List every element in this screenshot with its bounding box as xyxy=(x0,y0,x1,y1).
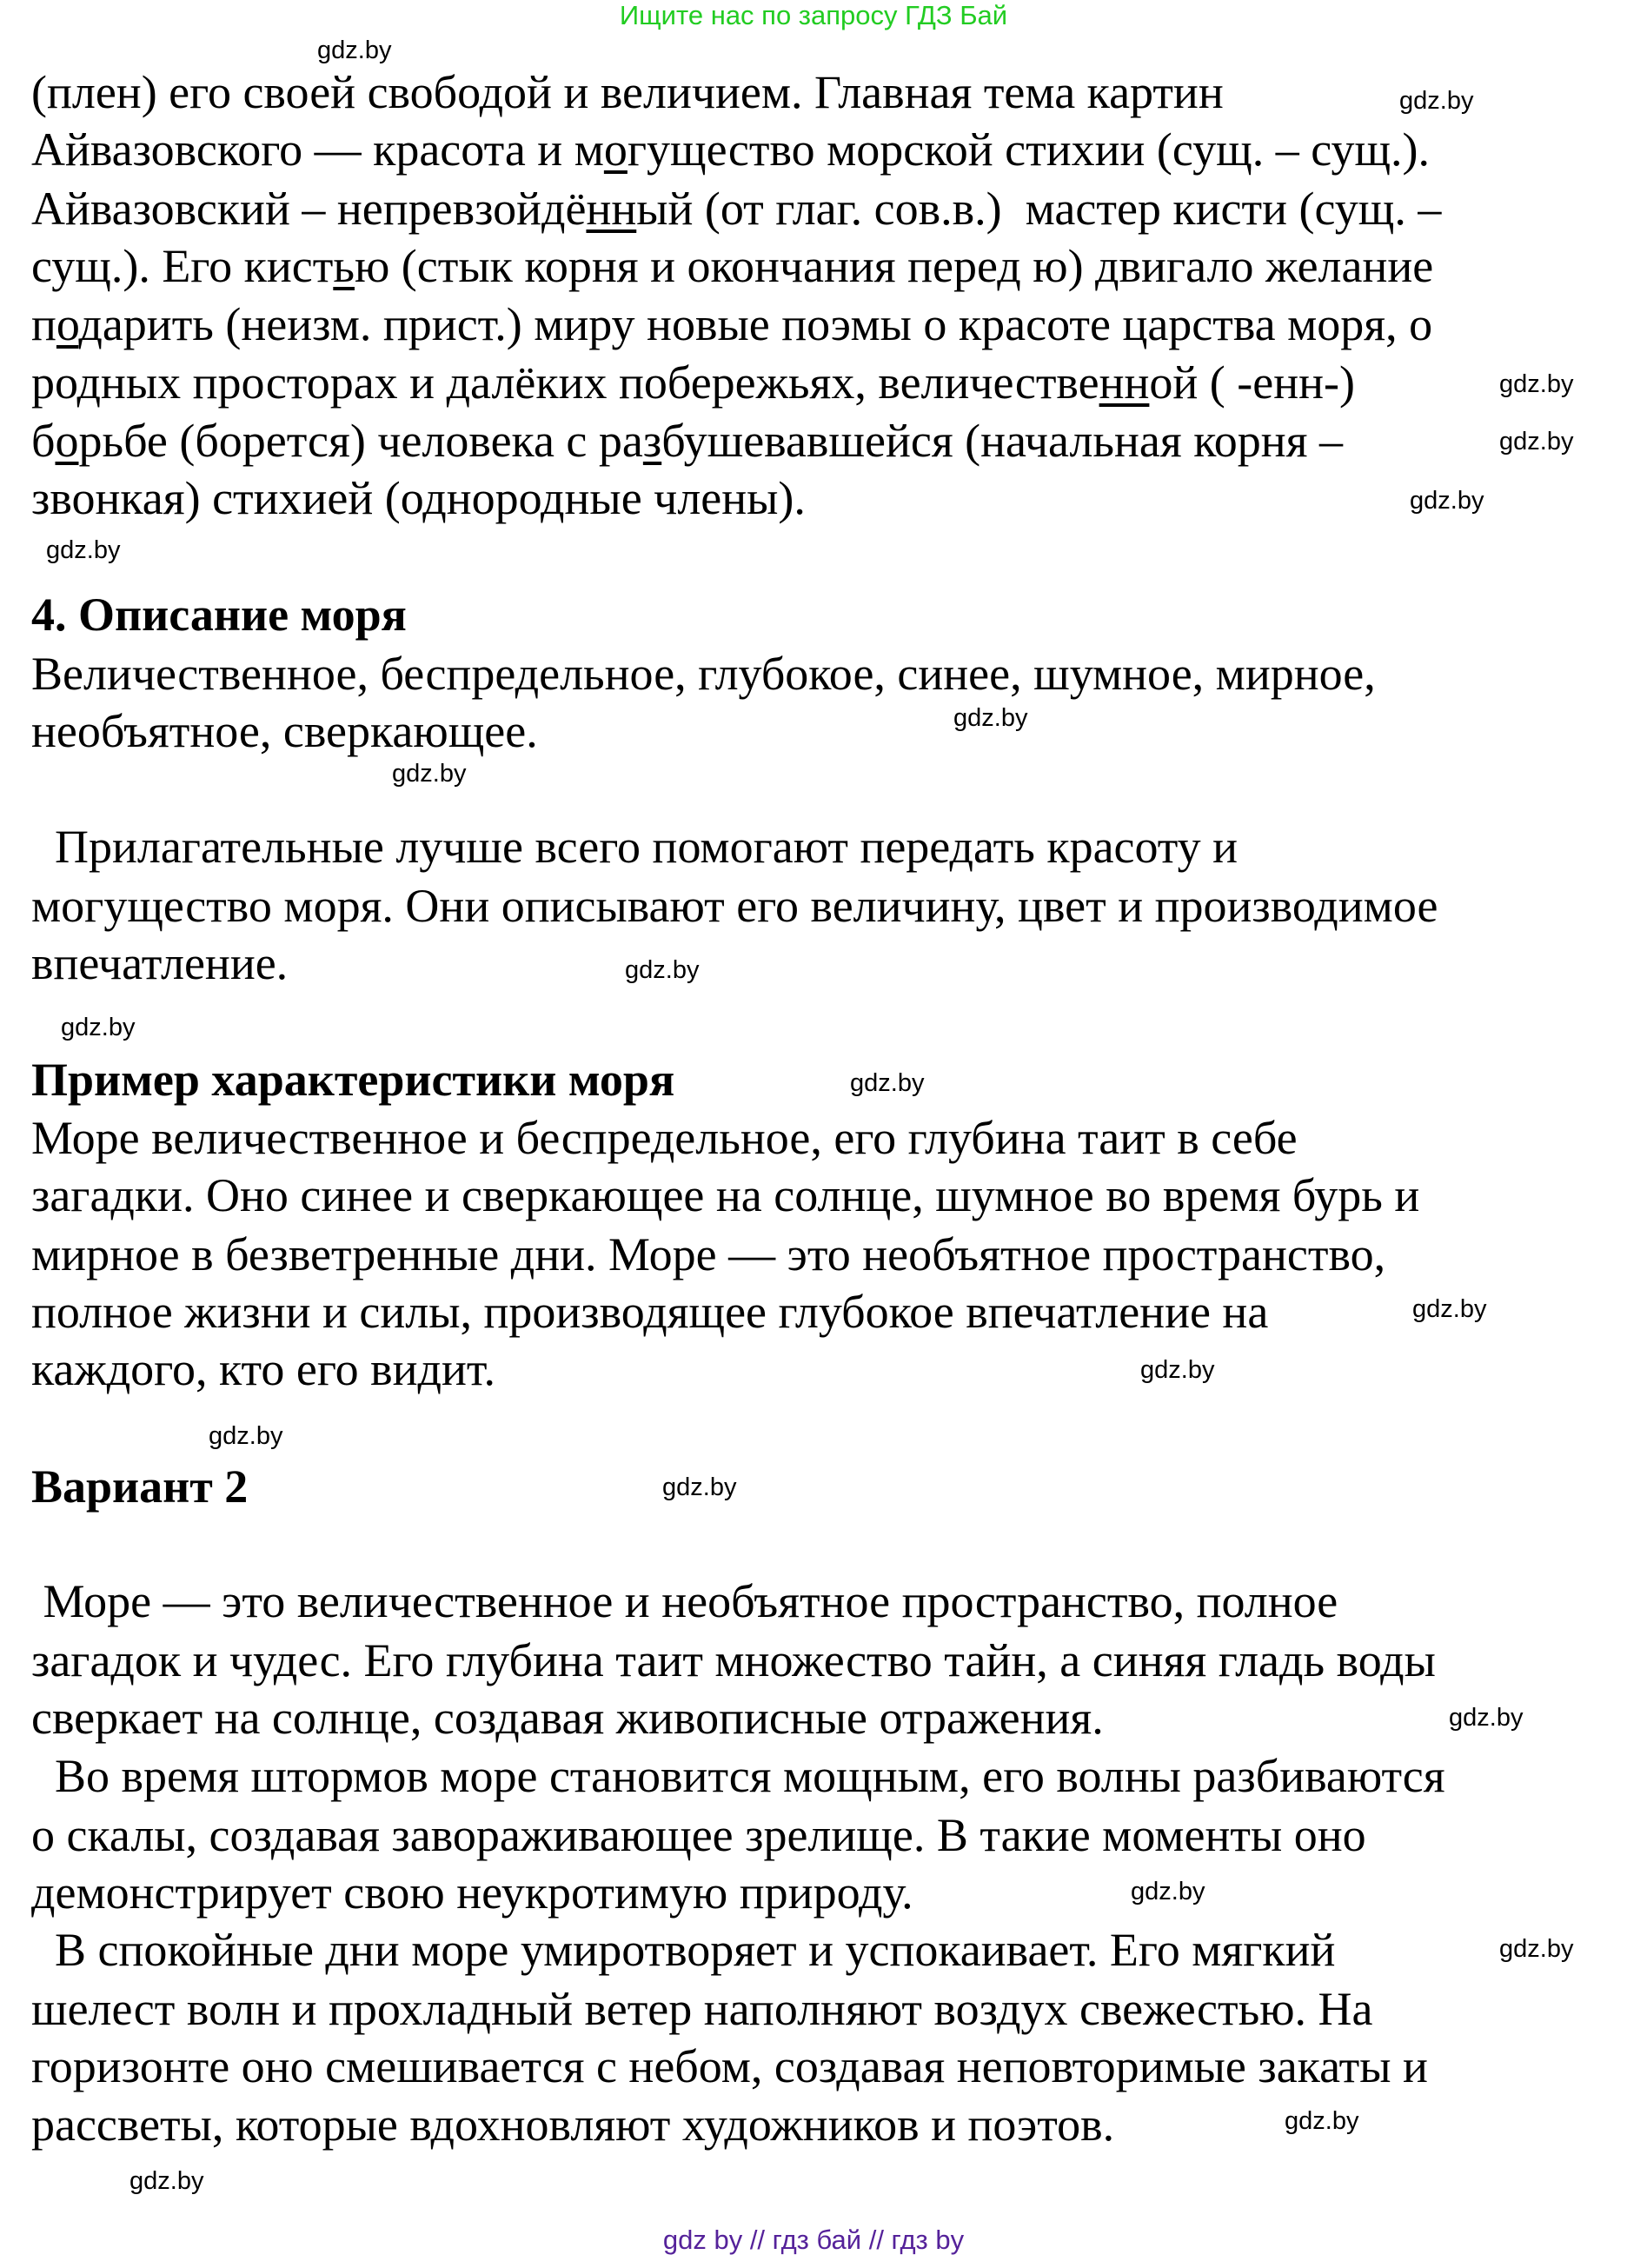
watermark: gdz.by xyxy=(317,37,392,64)
text-segment: ый (от глаг. сов.в.) мастер кисти (сущ. – xyxy=(636,183,1442,235)
text-segment: звонкая) стихией (однородные члены). xyxy=(31,472,806,524)
watermark: gdz.by xyxy=(1449,1704,1524,1732)
text-segment: ой ( -енн-) xyxy=(1149,356,1355,409)
text-line xyxy=(31,2100,1114,2149)
text-segment: Айвазовский – непревзойдё xyxy=(31,183,587,235)
watermark: gdz.by xyxy=(46,536,121,564)
text-segment: горизонте оно смешивается с небом, создавая неповторимые закаты и xyxy=(31,2040,1428,2092)
underlined-letters: нн xyxy=(586,183,637,235)
text-segment: рассветы, которые вдохновляют художников и поэтов. xyxy=(31,2098,1115,2151)
text-line xyxy=(31,1230,1385,1279)
text-segment: Величественное, беспредельное, глубокое, синее, шумное, мирное, xyxy=(31,648,1376,700)
watermark: gdz.by xyxy=(662,1473,737,1501)
text-line xyxy=(31,1171,1419,1220)
watermark: gdz.by xyxy=(1140,1356,1215,1384)
section-heading: Вариант 2 xyxy=(31,1460,249,1513)
text-line xyxy=(31,358,1355,407)
text-line xyxy=(31,881,1438,930)
watermark: gdz.by xyxy=(1285,2107,1359,2135)
text-line xyxy=(31,1636,1436,1685)
text-segment: могущество моря. Они описывают его величину, цвет и производимое xyxy=(31,880,1438,932)
watermark: gdz.by xyxy=(129,2167,204,2195)
text-segment: полное жизни и силы, производящее глубокое впечатление на xyxy=(31,1286,1269,1338)
text-segment: загадки. Оно синее и сверкающее на солнце, шумное во время бурь и xyxy=(31,1169,1420,1221)
text-line xyxy=(31,125,1430,174)
text-line xyxy=(31,1985,1373,2033)
watermark: gdz.by xyxy=(953,704,1028,732)
text-segment: Айвазовского — красота и м xyxy=(31,123,604,176)
text-segment: мирное в безветренные дни. Море — это необъятное пространство, xyxy=(31,1228,1386,1280)
text-segment: (плен) его своей свободой и величием. Главная тема картин xyxy=(31,66,1224,118)
watermark: gdz.by xyxy=(1131,1878,1205,1906)
text-line xyxy=(31,1345,495,1393)
underlined-letters: з xyxy=(642,415,662,467)
text-segment: рьбе (борется) человека с ра xyxy=(78,415,643,467)
underlined-letters: о xyxy=(55,415,79,467)
text-segment: сущ.). Его кист xyxy=(31,240,334,292)
text-segment: дарить (неизм. прист.) миру новые поэмы о красоте царства моря, о xyxy=(78,298,1433,350)
text-segment: родных просторах и далёких побережьях, величестве xyxy=(31,356,1099,409)
footer-links[interactable]: gdz by // гдз бай // гдз by xyxy=(662,2225,965,2255)
text-segment: демонстрирует свою неукротимую природу. xyxy=(31,1866,913,1919)
text-line xyxy=(31,242,1433,290)
text-segment: каждого, кто его видит. xyxy=(31,1343,495,1395)
text-segment: шелест волн и прохладный ветер наполняют воздух свежестью. На xyxy=(31,1983,1373,2035)
underlined-letters: о xyxy=(56,298,79,350)
text-segment: о скалы, создавая завораживающее зрелище. В такие моменты оно xyxy=(31,1809,1366,1861)
text-line xyxy=(31,1868,913,1917)
underlined-letters: нн xyxy=(1099,356,1150,409)
watermark: gdz.by xyxy=(1499,1935,1574,1963)
watermark: gdz.by xyxy=(850,1069,925,1097)
text-line xyxy=(31,1811,1366,1859)
text-segment: б xyxy=(31,415,56,467)
text-line xyxy=(31,1577,1338,1626)
watermark: gdz.by xyxy=(1399,87,1474,115)
text-segment: ю (стык корня и окончания перед ю) двигало желание xyxy=(354,240,1434,292)
watermark: gdz.by xyxy=(625,956,700,984)
watermark: gdz.by xyxy=(209,1422,283,1450)
section-heading: Пример характеристики моря xyxy=(31,1054,675,1106)
underlined-letters: ь xyxy=(333,240,355,292)
text-segment: загадок и чудес. Его глубина таит множество тайн, а синяя гладь воды xyxy=(31,1634,1436,1686)
text-segment: гущество морской стихии (сущ. – сущ.). xyxy=(627,123,1431,176)
text-line xyxy=(31,939,288,988)
watermark: gdz.by xyxy=(1410,487,1484,515)
text-segment: Море величественное и беспредельное, его глубина таит в себе xyxy=(31,1112,1298,1164)
text-segment: В спокойные дни море умиротворяет и успокаивает. Его мягкий xyxy=(31,1924,1336,1976)
text-line xyxy=(31,1752,1445,1800)
text-segment: п xyxy=(31,298,56,350)
text-line xyxy=(31,184,1441,233)
text-line xyxy=(31,2042,1428,2091)
text-line xyxy=(31,707,538,755)
watermark: gdz.by xyxy=(392,760,467,788)
text-segment: Прилагательные лучше всего помогают передать красоту и xyxy=(31,821,1239,873)
text-line xyxy=(31,822,1238,871)
text-segment: бушевавшейся (начальная корня – xyxy=(661,415,1343,467)
text-segment: сверкает на солнце, создавая живописные отражения. xyxy=(31,1692,1104,1744)
watermark: gdz.by xyxy=(1499,428,1574,456)
text-line xyxy=(31,474,806,522)
text-line xyxy=(31,1114,1298,1162)
watermark: gdz.by xyxy=(61,1014,136,1041)
text-segment: впечатление. xyxy=(31,937,289,989)
search-hint-banner: Ищите нас по запросу ГДЗ Бай xyxy=(619,0,1008,30)
text-line xyxy=(31,649,1376,698)
text-line xyxy=(31,300,1432,349)
watermark: gdz.by xyxy=(1499,370,1574,398)
text-segment: Море — это величественное и необъятное пространство, полное xyxy=(31,1575,1338,1627)
text-line xyxy=(31,1925,1335,1974)
text-line xyxy=(31,1693,1104,1742)
text-line xyxy=(31,416,1343,465)
section-heading: 4. Описание моря xyxy=(31,589,407,641)
text-segment: Во время штормов море становится мощным, его волны разбиваются xyxy=(31,1750,1445,1802)
text-line xyxy=(31,68,1224,116)
underlined-letters: о xyxy=(603,123,628,176)
watermark: gdz.by xyxy=(1412,1295,1487,1323)
text-line xyxy=(31,1287,1268,1336)
text-segment: необъятное, сверкающее. xyxy=(31,705,538,757)
